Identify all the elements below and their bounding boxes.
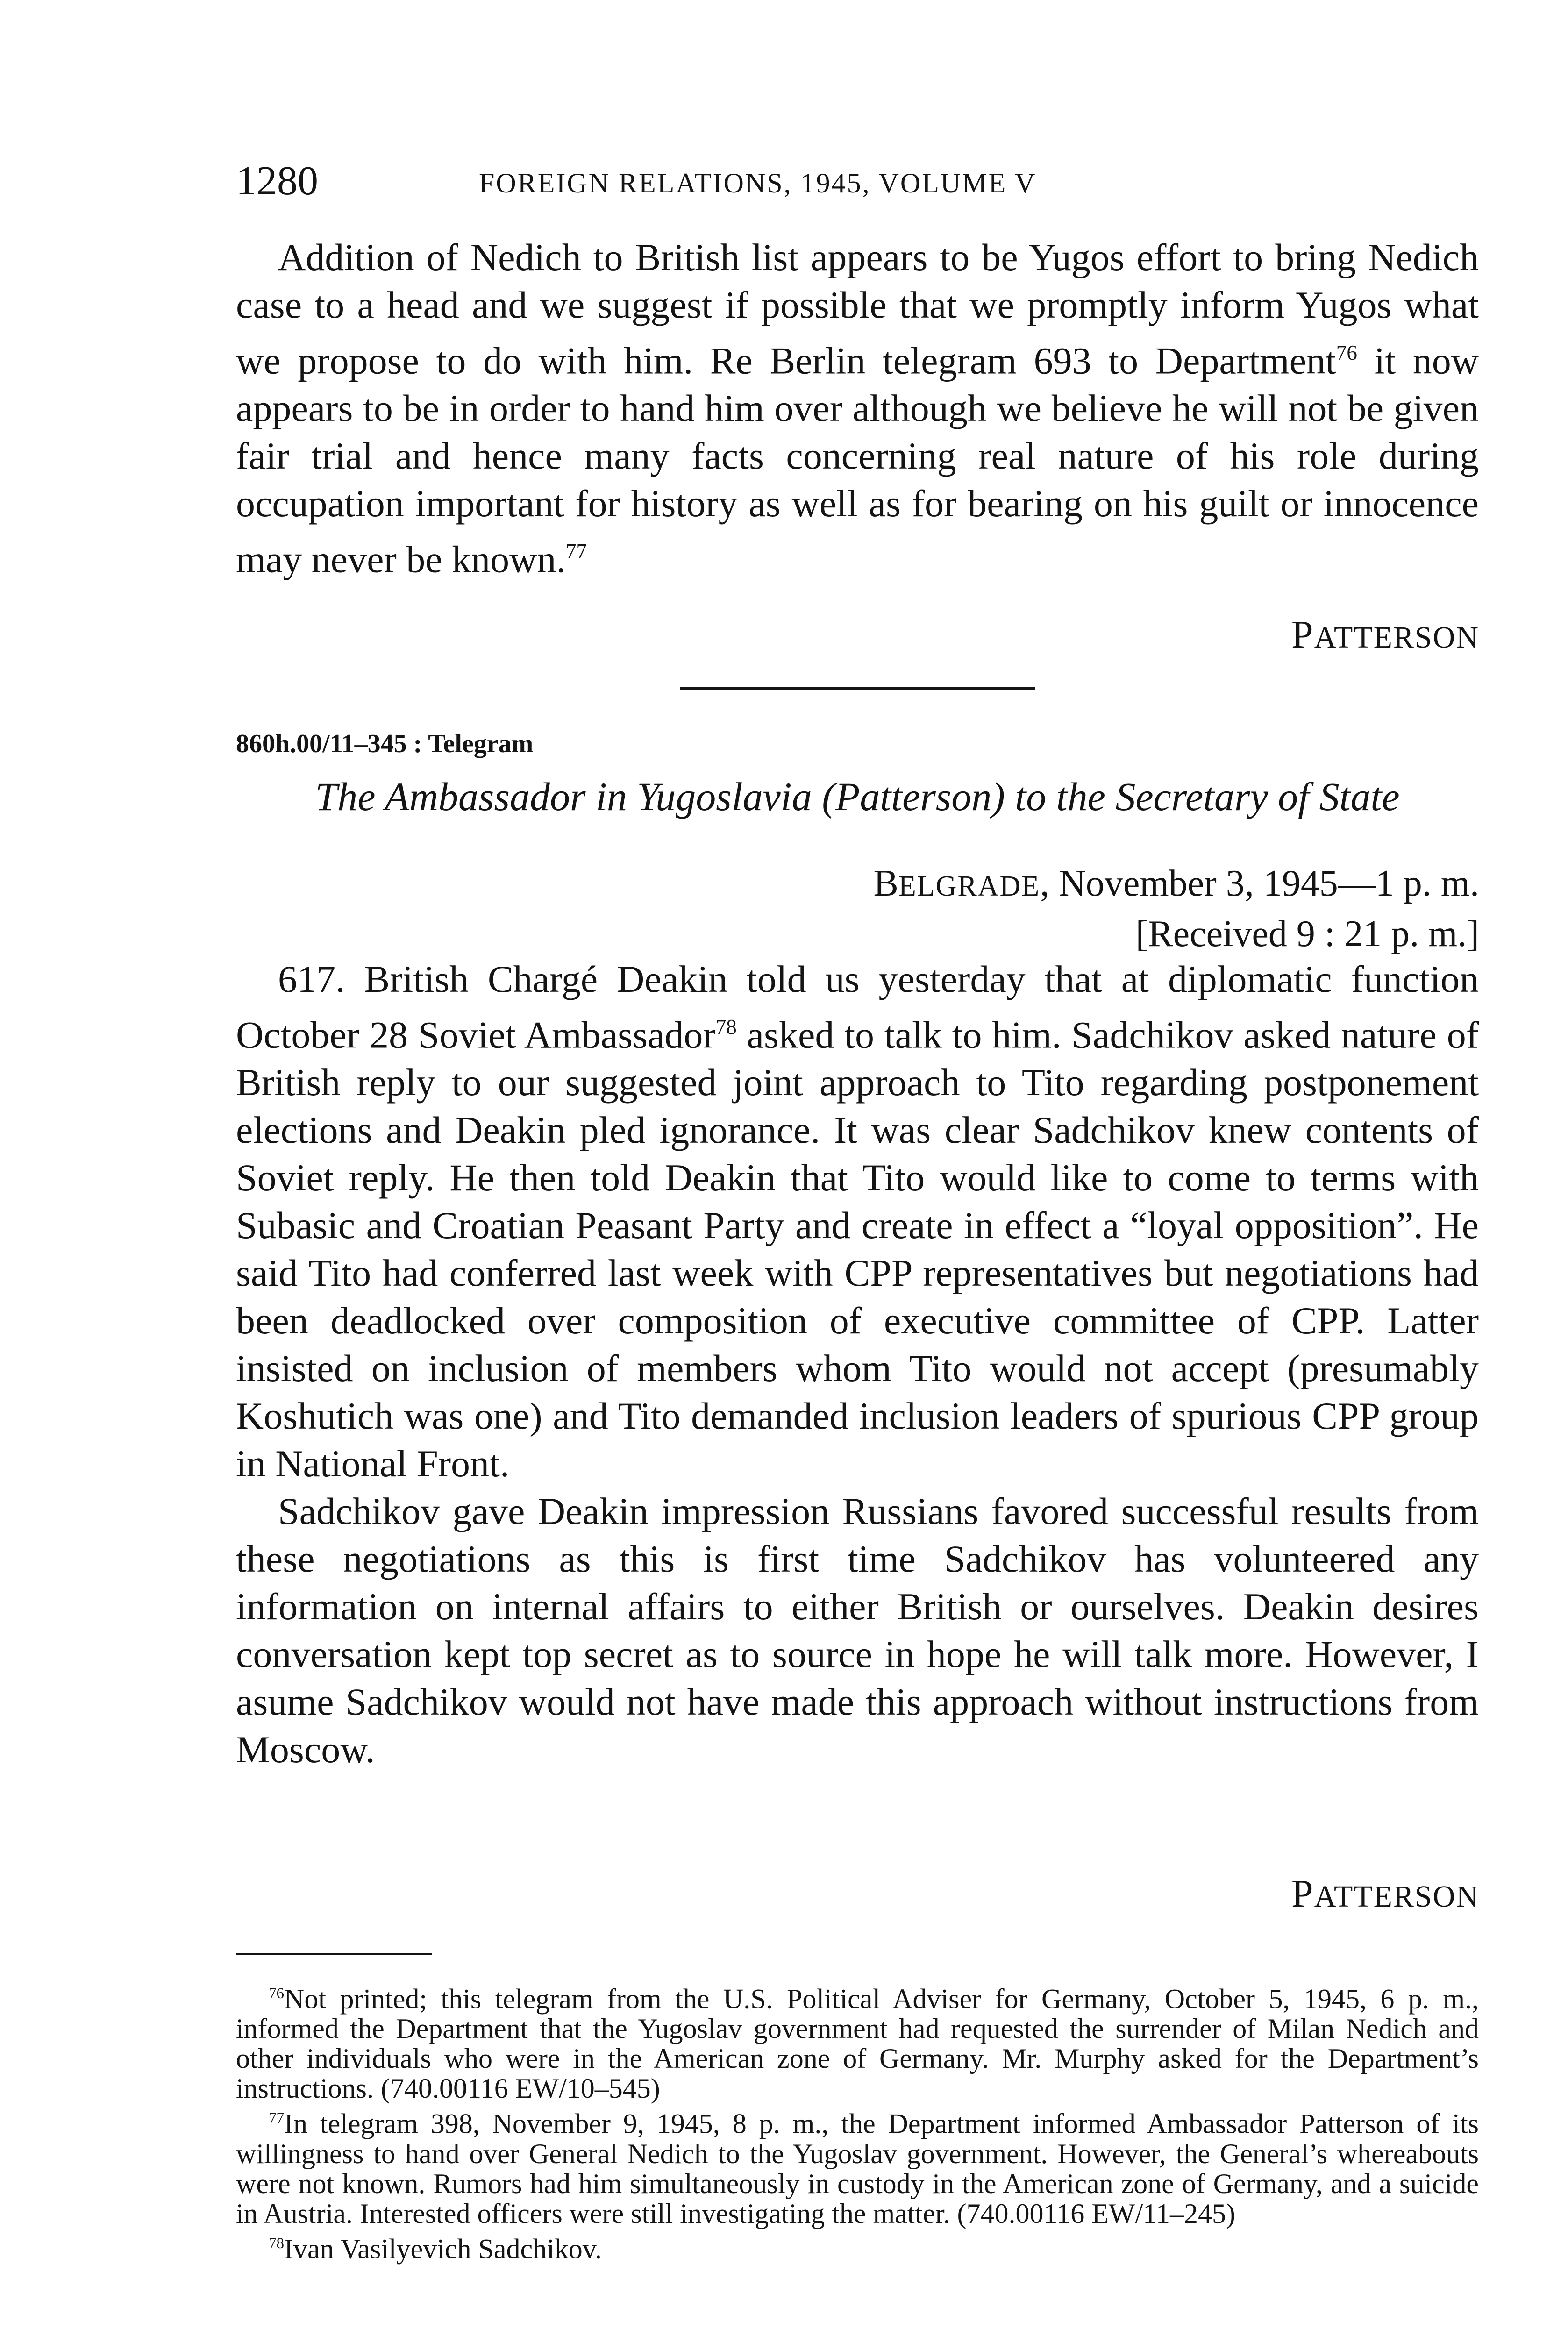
continuation-paragraph	[236, 234, 1479, 584]
footnote-78: $^{78}$Ivan Vasilyevich Sadchikov.	[269, 2233, 602, 2265]
footnote-ref: 78	[715, 1015, 737, 1039]
received-note: [Received 9 : 21 p. m.]	[1135, 913, 1479, 954]
page-number: 1280	[236, 158, 318, 204]
footnotes	[236, 1979, 1479, 2264]
telegram-paragraph-2: Sadchikov gave Deakin impression Russians favored successful results from these negotiations as this is first time Sadchikov has volunteered any information on internal affairs to either British or ourselves. Deakin desires conversation kept top secret as to source in hope he will talk more. However, I asume Sadchikov would not have made this approach without instructions from Moscow.	[236, 1490, 1479, 1771]
signature-patterson-1: PATTERSON	[1291, 613, 1479, 656]
footnote-divider	[236, 1953, 432, 1955]
running-head: FOREIGN RELATIONS, 1945, VOLUME V	[479, 168, 1037, 199]
file-reference: 860h.00/11–345 : Telegram	[236, 729, 534, 758]
dateline	[873, 860, 1479, 958]
footnote-76: $^{76}$Not printed; this telegram from the U.S. Political Adviser for Germany, October 5, 1945, 6 p. m., informed the Department that the Yugoslav government had requested the surrender of Milan Nedich and other individuals who were in the American zone of Germany. Mr. Murphy asked for the Department’s instructions. (740.00116 EW/10–545)	[236, 1983, 1479, 2104]
dateline-place-date: BELGRADE, November 3, 1945—1 p. m.	[873, 863, 1479, 904]
footnote-ref: 76	[1336, 341, 1357, 364]
signature-patterson-2: PATTERSON	[1291, 1872, 1479, 1916]
document-title: The Ambassador in Yugoslavia (Patterson) to the Secretary of State	[315, 774, 1400, 819]
telegram-body	[236, 955, 1479, 1773]
footnote-77: $^{77}$In telegram 398, November 9, 1945, 8 p. m., the Department informed Ambassador Patterson of its willingness to hand over General Nedich to the Yugoslav government. However, the General’s whereabouts were not known. Rumors had him simultaneously in custody in the American zone of Germany, and a suicide in Austria. Interested officers were still investigating the matter. (740.00116 EW/11–245)	[236, 2108, 1479, 2229]
footnote-ref: 77	[565, 540, 587, 563]
page-header	[236, 158, 1479, 209]
telegram-paragraph-1: 617. British Chargé Deakin told us yesterday that at diplomatic function October 28 Soviet Ambassador$^{78}$ asked to talk to him. Sadchikov asked nature of British reply to our suggested joint approach to Tito regarding postponement elections and Deakin pled ignorance. It was clear Sadchikov knew contents of Soviet reply. He then told Deakin that Tito would like to come to terms with Subasic and Croatian Peasant Party and create in effect a “loyal opposition”. He said Tito had conferred last week with CPP representatives but negotiations had been deadlocked over composition of executive committee of CPP. Latter insisted on inclusion of members whom Tito would not accept (presumably Koshutich was one) and Tito demanded inclusion leaders of spurious CPP group in National Front.	[236, 958, 1479, 1485]
section-divider	[680, 687, 1035, 690]
continuation-text: Addition of Nedich to British list appears to be Yugos effort to bring Nedich case to a head and we suggest if possible that we promptly inform Yugos what we propose to do with him. Re Berlin telegram 693 to Department$^{76}$ it now appears to be in order to hand him over although we believe he will not be given fair trial and hence many facts concerning real nature of his role during occupation important for history as well as for bearing on his guilt or innocence may never be known.$^{77}$	[236, 236, 1479, 581]
